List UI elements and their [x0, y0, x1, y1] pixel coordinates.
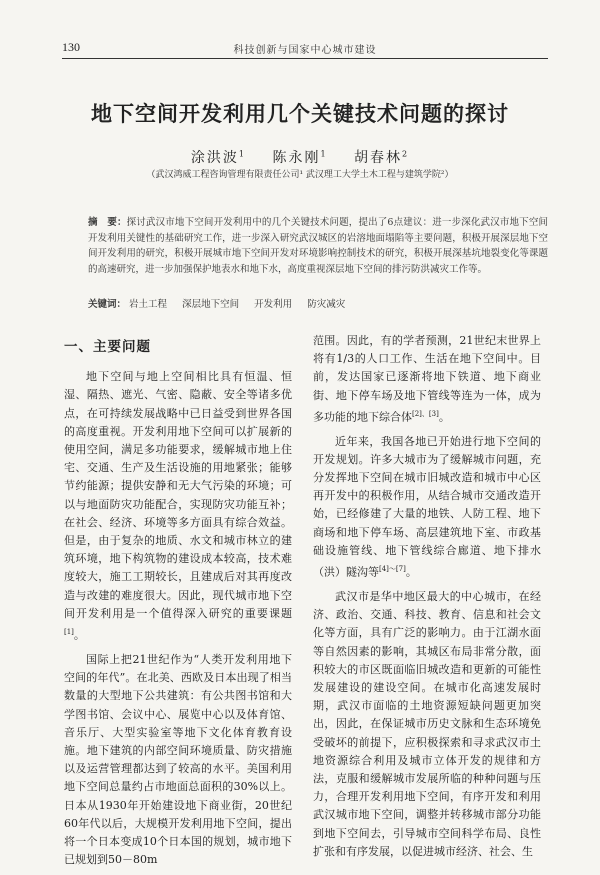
keywords-label: 关键词： — [88, 299, 127, 310]
left-column — [64, 332, 292, 875]
abstract-text: 探讨武汉市地下空间开发利用中的几个关键技术问题，提出了6点建议：进一步深化武汉市地下空间开发利用关键性的基础研究工作，进一步深入研究武汉城区的岩溶地面塌陷等主要问题，积极开展深层地下空间开发利用的研究，积极开展城市地下空间开发对环境影响控制技术的研究，积极开展深基坑地裂变化等课题的高速研究，进一步加强保护地表水和地下水，高度重视深层地下空间的排污防洪减灾工作等。 — [88, 217, 548, 276]
paragraph: 范围。因此，有的学者预测，21世纪末世界上将有1/3的人口工作、生活在地下空间中。目前，发达国家已逐渐将地下铁道、地下商业街、地下停车场及地下管线等连为一体，成为多功能的地下综合体[2]、[3]。 — [313, 334, 541, 424]
paragraph: 武汉市是华中地区最大的中心城市，在经济、政治、交通、科技、教育、信息和社会文化等方面，具有广泛的影响力。由于江湖水面等自然因素的影响，其城区布局非常分散，面积较大的市区既面临旧城改造和更新的可能性发展建设的建设空间。在城市化高速发展时期，武汉市面临的土地资源短缺问题更加突出，因此，在保证城市历史文脉和生态环境免受破坏的前提下，应积极探索和寻求武汉市土地资源综合利用及城市立体开发的规律和方法，克服和缓解城市发展所临的种种问题与压力，合理开发利用地下空间，有序开发和利用武汉城市地下空间，调整并转移城市部分功能到地下空间去，引导城市空间科学布局、良性扩张和有序发展，以促进城市经济、社会、生 — [313, 589, 541, 858]
author: 胡春林$^2$ — [354, 149, 410, 166]
author: 涂洪波$^1$ — [190, 149, 246, 166]
right-column — [313, 332, 541, 867]
keyword: 防灾减灾 — [307, 299, 346, 310]
paragraph: 地下空间与地上空间相比具有恒温、恒湿、隔热、遮光、气密、隐蔽、安全等诸多优点，在可持续发展战略中已日益受到世界各国的高度重视。开发利用地下空间可以扩展新的使用空间，满足多功能要求，缓解城市地上住宅、交通、生产及生活设施的用地紧张；能够节约能源；提供安静和无大气污染的环境；可以与地面防灾功能配合，实现防灾功能互补；在社会、经济、环境等多方面具有综合效益。但是，由于复杂的地质、水文和城市林立的建筑环境，地下构筑物的建设成本较高，技术难度较大，施工工期较长，且建成后对其再度改造与改建的难度很大。因此，现代城市地下空间开发利用是一个值得深入研究的重要课题[1]。 — [64, 370, 292, 642]
author: 陈永刚$^1$ — [272, 149, 328, 166]
running-header — [62, 40, 548, 59]
paper-title: 地下空间开发利用几个关键技术问题的探讨 — [91, 102, 509, 126]
section-heading: 一、主要问题 — [64, 339, 151, 355]
running-title: 科技创新与国家中心城市建设 — [233, 45, 377, 56]
citation: [2]、[3] — [412, 409, 439, 418]
affiliations: （武汉鸿威工程咨询管理有限责任公司¹ 武汉理工大学土木工程与建筑学院²） — [146, 170, 454, 180]
keyword: 深层地下空间 — [182, 299, 240, 310]
keywords — [88, 296, 548, 310]
citation: [4]～[7] — [379, 565, 406, 574]
keyword: 岩土工程 — [129, 299, 168, 310]
paragraph: 国际上把21世纪作为“人类开发利用地下空间的年代”。在北美、西欧及日本出现了相当数量的大型地下公共建筑：有公共图书馆和大学图书馆、会议中心、展览中心以及体育馆、音乐厅、大型实验室等地下文化体育教育设施。地下建筑的内部空间环境质量、防灾措施以及运营管理都达到了较高的水平。美国利用地下空间总量约占市地面总面积的30%以上。日本从1930年开始建设地下商业街，20世纪60年代以后，大规模开发利用地下空间，提出将一个日本变成10个日本国的规划，城市地下已规划到50－80m — [64, 652, 292, 867]
paragraph: 近年来，我国各地已开始进行地下空间的开发规划。许多大城市为了缓解城市问题，充分发挥地下空间在城市旧城改造和城市中心区再开发中的积极作用，从结合城市交通改造开始，已经修建了大量的地铁、人防工程、地下商场和地下停车场、高层建筑地下室、市政基础设施管线、地下管线综合廊道、地下排水（洪）隧沟等[4]～[7]。 — [313, 434, 541, 579]
keyword: 开发利用 — [254, 299, 293, 310]
citation: [1] — [64, 628, 74, 637]
abstract — [88, 215, 548, 278]
abstract-label: 摘 要： — [88, 217, 127, 228]
page-number: 130 — [62, 40, 80, 54]
author-list — [0, 147, 600, 167]
